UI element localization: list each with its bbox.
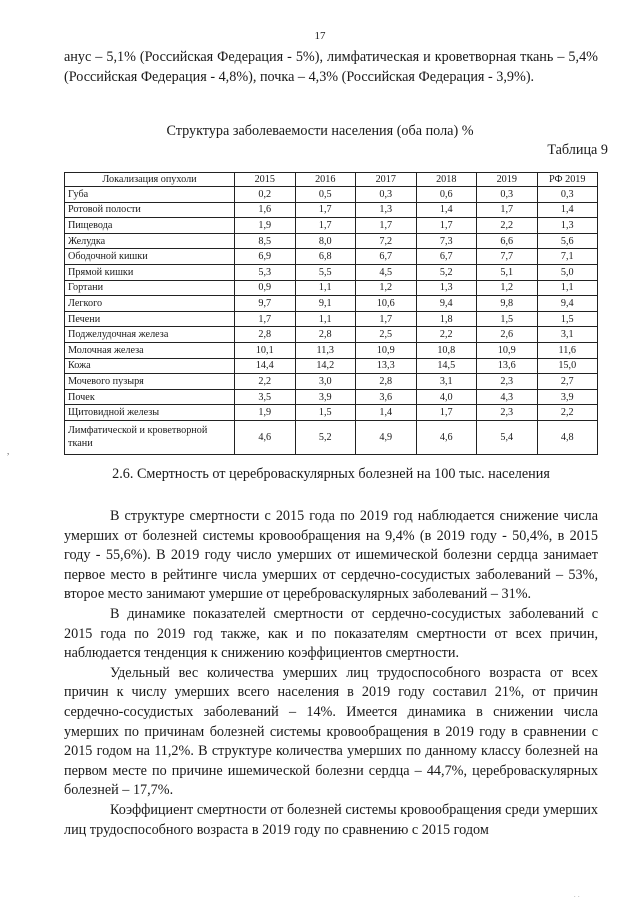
footer-mark: · · [573,893,580,901]
table-row [65,405,598,421]
row-value: 3,0 [295,374,356,390]
row-value: 0,2 [235,187,296,203]
row-value: 1,5 [295,405,356,421]
row-value: 6,9 [235,249,296,265]
row-value: 4,9 [356,420,417,454]
table-label: Таблица 9 [547,142,608,158]
row-value: 2,3 [477,374,538,390]
row-value: 2,2 [537,405,598,421]
row-value: 9,4 [537,296,598,312]
row-value: 4,8 [537,420,598,454]
row-value: 15,0 [537,358,598,374]
header-2015: 2015 [235,173,296,187]
row-value: 3,1 [537,327,598,343]
row-location: Поджелудочная железа [65,327,235,343]
body-paragraph: Коэффициент смертности от болезней системы кровообращения среди умерших лиц трудоспособного возраста в 2019 году по сравнению с 2015 годом [64,801,598,838]
row-value: 2,8 [356,374,417,390]
row-value: 4,6 [235,420,296,454]
row-value: 5,5 [295,264,356,280]
table-caption: Структура заболеваемости населения (оба пола) % [166,123,474,139]
row-value: 6,7 [356,249,417,265]
row-value: 1,9 [235,405,296,421]
row-value: 1,7 [356,218,417,234]
row-location: Ротовой полости [65,202,235,218]
row-value: 13,6 [477,358,538,374]
row-value: 1,1 [295,280,356,296]
row-value: 4,5 [356,264,417,280]
row-value: 2,2 [477,218,538,234]
row-value: 3,6 [356,389,417,405]
row-value: 1,7 [416,405,477,421]
intro-text: анус – 5,1% (Российская Федерация - 5%), лимфатическая и кроветворная ткань – 5,4% (Российская Федерация - 4,8%), почка – 4,3% (Российская Федерация - 3,9%). [64,49,598,85]
table-row [65,327,598,343]
row-value: 1,3 [416,280,477,296]
row-value: 13,3 [356,358,417,374]
row-value: 0,6 [416,187,477,203]
table-row [65,233,598,249]
body-paragraph: В динамике показателей смертности от сердечно-сосудистых заболеваний с 2015 года по 2019 год также, как и по показателям смертности от всех причин, наблюдается тенденция к снижению коэффициентов смертности. [64,605,598,662]
row-value: 1,2 [477,280,538,296]
table-row [65,296,598,312]
intro-paragraph [64,48,598,87]
row-value: 2,7 [537,374,598,390]
row-value: 1,3 [537,218,598,234]
table-row [65,342,598,358]
row-value: 3,9 [295,389,356,405]
row-value: 1,8 [416,311,477,327]
row-value: 3,5 [235,389,296,405]
table-row [65,280,598,296]
row-location: Молочная железа [65,342,235,358]
row-value: 1,5 [477,311,538,327]
row-value: 1,7 [295,202,356,218]
row-value: 1,7 [356,311,417,327]
row-value: 3,9 [537,389,598,405]
row-value: 6,7 [416,249,477,265]
row-value: 9,7 [235,296,296,312]
margin-mark: , [7,446,10,456]
row-value: 10,6 [356,296,417,312]
row-value: 1,4 [537,202,598,218]
row-value: 1,4 [356,405,417,421]
header-2019: 2019 [477,173,538,187]
row-value: 4,6 [416,420,477,454]
table-row [65,264,598,280]
row-value: 1,7 [235,311,296,327]
row-value: 11,3 [295,342,356,358]
table-row [65,358,598,374]
row-value: 0,3 [477,187,538,203]
row-value: 5,2 [295,420,356,454]
row-value: 10,9 [356,342,417,358]
row-value: 1,1 [295,311,356,327]
table-body [65,187,598,455]
table-row [65,202,598,218]
row-value: 8,5 [235,233,296,249]
row-location: Кожа [65,358,235,374]
row-value: 1,1 [537,280,598,296]
row-value: 0,5 [295,187,356,203]
row-location: Печени [65,311,235,327]
row-value: 9,4 [416,296,477,312]
row-value: 7,1 [537,249,598,265]
row-value: 1,7 [295,218,356,234]
row-value: 2,8 [235,327,296,343]
row-location: Лимфатической и кроветворной ткани [65,420,235,454]
row-value: 9,8 [477,296,538,312]
row-value: 7,7 [477,249,538,265]
row-value: 0,3 [356,187,417,203]
row-location: Почек [65,389,235,405]
row-location: Губа [65,187,235,203]
row-value: 1,7 [416,218,477,234]
row-value: 1,9 [235,218,296,234]
row-value: 1,3 [356,202,417,218]
row-value: 5,1 [477,264,538,280]
row-value: 7,2 [356,233,417,249]
table-header-row [65,173,598,187]
row-value: 0,3 [537,187,598,203]
row-value: 1,6 [235,202,296,218]
table-row [65,374,598,390]
table-row [65,249,598,265]
row-location: Щитовидной железы [65,405,235,421]
row-value: 1,7 [477,202,538,218]
row-value: 2,6 [477,327,538,343]
row-value: 2,5 [356,327,417,343]
row-value: 5,3 [235,264,296,280]
row-value: 9,1 [295,296,356,312]
row-value: 2,2 [416,327,477,343]
row-value: 10,9 [477,342,538,358]
row-value: 5,6 [537,233,598,249]
body-paragraph: В структуре смертности с 2015 года по 2019 год наблюдается снижение числа умерших от болезней системы кровообращения на 9,4% (в 2019 году - 50,4%, в 2015 году - 55,6%). В 2019 году число умерших от ишемической болезни сердца занимает первое место в рейтинге числа умерших от сердечно-сосудистых заболеваний – 53%, второе место занимают умершие от цереброваскулярных заболеваний – 31%. [64,508,598,603]
table-row [65,218,598,234]
row-value: 4,3 [477,389,538,405]
body-paragraph: Удельный вес количества умерших лиц трудоспособного возраста от всех причин к числу умерших всего населения в 2019 году составил 21%, от причин сердечно-сосудистых заболеваний – 14%. Имеется динамика в снижении числа умерших по причинам болезней системы кровообращения в 2019 году в сравнении с 2015 годом на 11,2%. В структуре количества умерших по данному классу болезней на первом месте по причине ишемической болезни сердца – 44,7%, цереброваскулярных болезней – 17,7%. [64,664,598,799]
table-row [65,311,598,327]
row-value: 5,2 [416,264,477,280]
table-row [65,389,598,405]
row-location: Желудка [65,233,235,249]
header-2016: 2016 [295,173,356,187]
row-value: 6,8 [295,249,356,265]
header-location: Локализация опухоли [65,173,235,187]
row-value: 5,0 [537,264,598,280]
body-text [64,507,598,840]
header-rf-2019: РФ 2019 [537,173,598,187]
row-value: 14,2 [295,358,356,374]
row-location: Пищевода [65,218,235,234]
row-value: 6,6 [477,233,538,249]
row-value: 1,4 [416,202,477,218]
row-location: Мочевого пузыря [65,374,235,390]
row-value: 2,3 [477,405,538,421]
row-value: 3,1 [416,374,477,390]
row-value: 5,4 [477,420,538,454]
row-value: 14,5 [416,358,477,374]
row-location: Ободочной кишки [65,249,235,265]
row-location: Гортани [65,280,235,296]
table-row [65,187,598,203]
header-2018: 2018 [416,173,477,187]
row-value: 10,8 [416,342,477,358]
row-value: 1,5 [537,311,598,327]
row-value: 8,0 [295,233,356,249]
row-value: 4,0 [416,389,477,405]
row-location: Прямой кишки [65,264,235,280]
row-value: 2,8 [295,327,356,343]
row-value: 14,4 [235,358,296,374]
incidence-table [64,172,598,455]
row-value: 7,3 [416,233,477,249]
row-value: 2,2 [235,374,296,390]
row-location: Легкого [65,296,235,312]
header-2017: 2017 [356,173,417,187]
row-value: 1,2 [356,280,417,296]
table-row [65,420,598,454]
page-number: 17 [314,30,326,42]
row-value: 11,6 [537,342,598,358]
row-value: 10,1 [235,342,296,358]
section-heading: 2.6. Смертность от цереброваскулярных болезней на 100 тыс. населения [112,466,550,482]
row-value: 0,9 [235,280,296,296]
